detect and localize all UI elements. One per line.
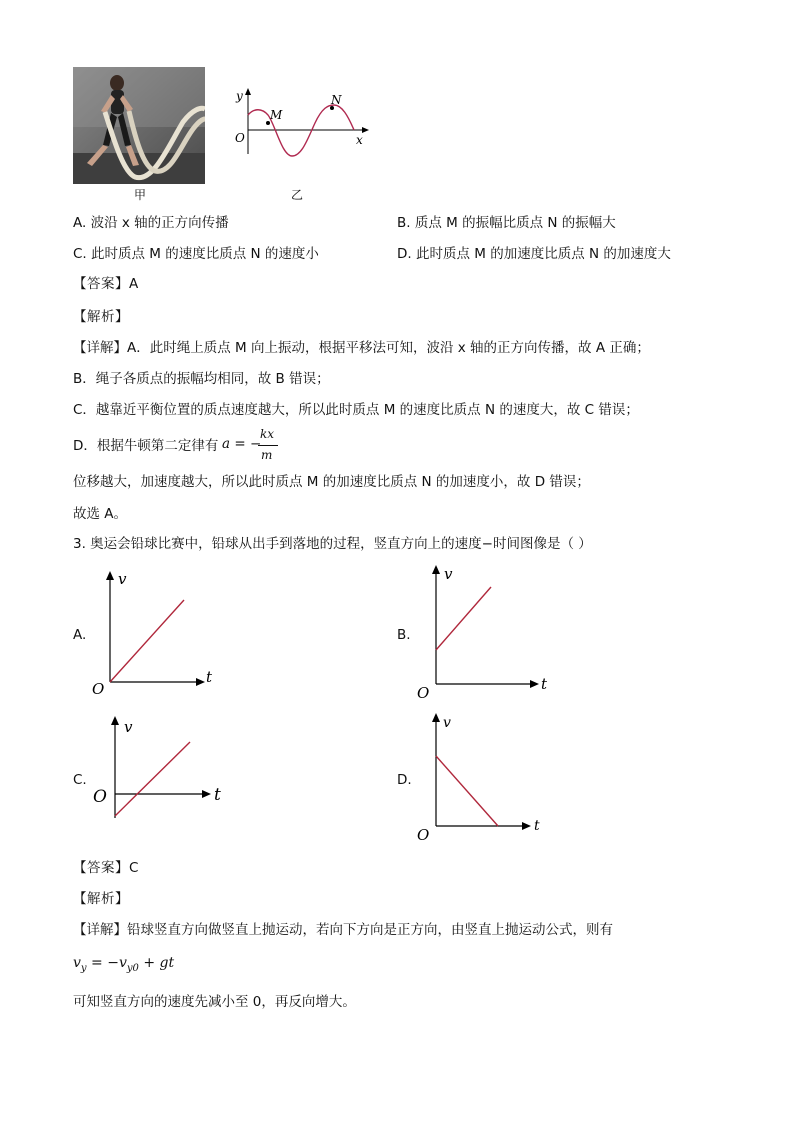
graph-c-line bbox=[115, 742, 190, 816]
q2-option-a: A. 波沿 x 轴的正方向传播 bbox=[73, 215, 229, 231]
graph-b-origin-label: O bbox=[417, 684, 430, 702]
graph-a-v-arrow bbox=[106, 571, 114, 580]
photo-illustration bbox=[73, 67, 205, 184]
q3-explain-line-1: 【详解】铅球竖直方向做竖直上抛运动，若向下方向是正方向，由竖直上抛运动公式，则有 bbox=[73, 922, 613, 938]
figure-caption-yi: 乙 bbox=[291, 188, 304, 202]
figure-caption-jia: 甲 bbox=[134, 188, 147, 202]
q2-explain-line-4 bbox=[73, 437, 218, 455]
q2-option-d: D. 此时质点 M 的加速度比质点 N 的加速度大 bbox=[397, 246, 671, 262]
q2-explain-line-2: B．绳子各质点的振幅均相同，故 B 错误； bbox=[73, 371, 330, 387]
q3-graph-c bbox=[90, 714, 240, 834]
formula-sub-y: y bbox=[80, 962, 87, 974]
graph-a-line bbox=[110, 600, 184, 682]
q3-explain-line-3: 可知竖直方向的速度先减小至 0，再反向增大。 bbox=[73, 994, 356, 1010]
q2-explain-line-4-prefix: D．根据牛顿第二定律有 bbox=[73, 438, 219, 454]
q3-option-d-label: D. bbox=[397, 772, 412, 788]
formula-equals: = − bbox=[86, 955, 119, 971]
q3-graph-d bbox=[413, 711, 563, 846]
q2-option-b: B. 质点 M 的振幅比质点 N 的振幅大 bbox=[397, 215, 616, 231]
q3-graph-a bbox=[88, 570, 228, 698]
graph-b-line bbox=[436, 587, 491, 650]
graph-d-v-label: v bbox=[443, 715, 451, 731]
graph-b-t-arrow bbox=[530, 680, 539, 688]
battle-rope-photo bbox=[73, 67, 205, 184]
formula-fraction-bar bbox=[258, 445, 278, 446]
graph-d-origin-label: O bbox=[417, 826, 430, 844]
q3-option-c-label: C. bbox=[73, 772, 87, 788]
q3-option-b-label: B. bbox=[397, 627, 411, 643]
graph-c-v-label: v bbox=[124, 718, 133, 736]
formula-lhs: a = − bbox=[222, 436, 262, 452]
q2-explain-line-3: C．越靠近平衡位置的质点速度越大，所以此时质点 M 的速度比质点 N 的速度大，故 C 错误； bbox=[73, 402, 639, 418]
point-n-label: N bbox=[331, 93, 342, 107]
q3-answer: 【答案】C bbox=[73, 860, 139, 876]
q3-option-a-label: A. bbox=[73, 627, 87, 643]
graph-b-t-label: t bbox=[541, 675, 548, 693]
graph-b-v-label: v bbox=[444, 565, 453, 583]
q2-option-c: C. 此时质点 M 的速度比质点 N 的速度小 bbox=[73, 246, 319, 262]
graph-d-v-arrow bbox=[432, 713, 440, 722]
wave-x-arrow bbox=[362, 127, 369, 133]
formula-gt: + gt bbox=[138, 955, 175, 971]
q3-stem: 3. 奥运会铅球比赛中，铅球从出手到落地的过程，竖直方向上的速度−时间图像是（ ） bbox=[73, 536, 592, 552]
wave-x-label: x bbox=[356, 133, 363, 147]
graph-d-t-arrow bbox=[522, 822, 531, 830]
q2-explain-line-6: 故选 A。 bbox=[73, 506, 128, 522]
graph-d-line bbox=[436, 756, 498, 826]
graph-c-origin-label: O bbox=[93, 787, 107, 807]
formula-sub-y0: y0 bbox=[126, 962, 139, 974]
graph-b-v-arrow bbox=[432, 565, 440, 574]
q2-answer: 【答案】A bbox=[73, 276, 139, 292]
graph-a-t-arrow bbox=[196, 678, 205, 686]
formula-v0: v bbox=[118, 955, 127, 971]
graph-a-origin-label: O bbox=[92, 680, 105, 698]
wave-origin-label: O bbox=[235, 131, 245, 145]
graph-a-v-label: v bbox=[118, 570, 127, 588]
graph-c-t-label: t bbox=[214, 785, 221, 805]
q2-explain-line-5: 位移越大，加速度越大，所以此时质点 M 的加速度比质点 N 的加速度小，故 D 错误； bbox=[73, 474, 590, 490]
q3-analysis-tag: 【解析】 bbox=[73, 891, 129, 907]
point-m-label: M bbox=[270, 108, 283, 122]
q2-explain-line-1: 【详解】A．此时绳上质点 M 向上振动，根据平移法可知，波沿 x 轴的正方向传播，故 A 正确； bbox=[73, 340, 650, 356]
wave-y-arrow bbox=[245, 88, 251, 95]
formula-denominator: m bbox=[261, 448, 273, 462]
q2-analysis-tag: 【解析】 bbox=[73, 309, 129, 325]
q3-velocity-formula bbox=[73, 955, 174, 974]
graph-c-t-arrow bbox=[202, 790, 211, 798]
graph-a-t-label: t bbox=[206, 668, 213, 686]
wave-graph bbox=[230, 88, 370, 158]
formula-v: v bbox=[73, 955, 81, 971]
graph-d-t-label: t bbox=[534, 818, 540, 834]
graph-c-v-arrow bbox=[111, 716, 119, 725]
q3-graph-b bbox=[413, 563, 563, 703]
wave-y-label: y bbox=[236, 89, 243, 103]
formula-numerator: kx bbox=[260, 427, 275, 441]
